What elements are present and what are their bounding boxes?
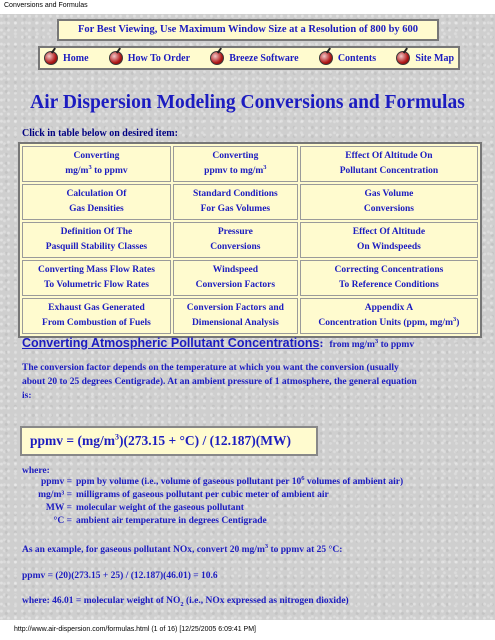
- mouse-icon: [44, 51, 58, 65]
- mouse-icon: [109, 51, 123, 65]
- mouse-icon: [210, 51, 224, 65]
- nav-label: Contents: [337, 52, 377, 64]
- example-intro: As an example, for gaseous pollutant NOx, convert 20 $mg/m^3$ to ppmv at 25 °C:: [22, 542, 343, 555]
- menu-line: Conversions: [363, 204, 414, 214]
- topics-menu-table: [18, 142, 482, 338]
- menu-line: Dimensional Analysis: [191, 318, 279, 328]
- nav-home-link[interactable]: [44, 51, 89, 65]
- section-subtitle: from $mg/m^3$ to ppmv: [329, 337, 415, 350]
- table-instruction: Click in table below on desired item:: [22, 128, 178, 139]
- menu-link-pasquill-classes[interactable]: [22, 222, 171, 258]
- menu-line: Converting: [73, 151, 120, 161]
- section-title-link[interactable]: Converting Atmospheric Pollutant Concentrations: [22, 336, 320, 350]
- menu-link-exhaust-gas[interactable]: [22, 298, 171, 334]
- menu-link-mass-flow-rates[interactable]: [22, 260, 171, 296]
- menu-line: To Volumetric Flow Rates: [43, 280, 149, 290]
- menu-link-pressure-conversions[interactable]: [173, 222, 298, 258]
- menu-line: Correcting Concentrations: [334, 265, 444, 275]
- intro-line: is:: [22, 391, 32, 401]
- viewing-tip-banner: For Best Viewing, Use Maximum Window Size at a Resolution of 800 by 600: [57, 19, 439, 41]
- menu-link-gas-volume-conversions[interactable]: [300, 184, 478, 220]
- menu-line: Standard Conditions: [192, 189, 278, 199]
- menu-link-standard-conditions[interactable]: [173, 184, 298, 220]
- menu-link-windspeed-factors[interactable]: [173, 260, 298, 296]
- nav-contents-link[interactable]: [319, 51, 376, 65]
- menu-line: Gas Volume: [364, 189, 414, 199]
- definition-row: [22, 515, 403, 528]
- page-title: Air Dispersion Modeling Conversions and Formulas: [30, 92, 465, 113]
- mouse-icon: [396, 51, 410, 65]
- nav-label: How To Order: [127, 52, 191, 64]
- definitions-table: [22, 476, 403, 528]
- definition-text: molecular weight of the gaseous pollutant: [76, 503, 244, 513]
- nav-how-to-order-link[interactable]: [109, 51, 190, 65]
- nav-breeze-software-link[interactable]: [210, 51, 298, 65]
- definition-term: MW =: [45, 503, 72, 513]
- intro-line: about 20 to 25 degrees Centigrade). At an ambient pressure of 1 atmosphere, the general equation: [22, 377, 417, 387]
- nav-bar: [38, 46, 460, 70]
- menu-line: Definition Of The: [60, 227, 133, 237]
- menu-line: To Reference Conditions: [339, 280, 439, 290]
- intro-paragraph: [22, 361, 480, 403]
- menu-line: Converting Mass Flow Rates: [38, 265, 155, 275]
- mouse-icon: [319, 51, 333, 65]
- section-colon: :: [319, 336, 324, 350]
- nav-label: Site Map: [415, 52, 454, 64]
- nav-label: Home: [63, 52, 89, 64]
- intro-line: The conversion factor depends on the temperature at which you want the conversion (usually: [22, 363, 399, 373]
- example-calculation: ppmv = (20)(273.15 + 25) / (12.187)(46.01) = 10.6: [22, 571, 218, 581]
- menu-line: Conversion Factors: [195, 280, 276, 290]
- menu-line: Exhaust Gas Generated: [48, 303, 145, 313]
- definition-text: ambient air temperature in degrees Centigrade: [76, 516, 267, 526]
- definition-text: milligrams of gaseous pollutant per cubic meter of ambient air: [76, 490, 329, 500]
- menu-link-altitude-concentration[interactable]: [300, 146, 478, 182]
- definition-row: [22, 502, 403, 515]
- menu-line: Pressure: [217, 227, 253, 237]
- page-body: [0, 14, 495, 620]
- menu-line: Appendix A: [364, 303, 414, 313]
- menu-line: On Windspeeds: [357, 242, 421, 252]
- definition-term: mg/m³ =: [38, 490, 72, 500]
- menu-link-reference-conditions[interactable]: [300, 260, 478, 296]
- menu-link-ppmv-to-mg[interactable]: [173, 146, 298, 182]
- menu-link-mg-to-ppmv[interactable]: [22, 146, 171, 182]
- definition-row: [22, 489, 403, 502]
- nav-label: Breeze Software: [229, 52, 299, 64]
- definition-row: [22, 476, 403, 489]
- definition-term: ppmv =: [40, 477, 72, 487]
- section-heading: [22, 336, 415, 354]
- menu-line: Calculation Of: [66, 189, 127, 199]
- menu-line: Gas Densities: [69, 204, 124, 214]
- menu-line: Concentration Units (ppm, $mg/m^3$): [318, 315, 460, 328]
- where-label: where:: [22, 466, 50, 476]
- molecular-weight-note: where: 46.01 = molecular weight of $NO_2$ (i.e., NOx expressed as nitrogen dioxide): [22, 596, 349, 608]
- definition-text: ppm by volume (i.e., volume of gaseous pollutant per $10^6$ volumes of ambient air): [76, 474, 404, 487]
- menu-link-gas-densities[interactable]: [22, 184, 171, 220]
- menu-line: Conversions: [210, 242, 261, 252]
- menu-line: From Combustion of Fuels: [42, 318, 151, 328]
- menu-link-appendix-a[interactable]: [300, 298, 478, 334]
- menu-line: Pollutant Concentration: [339, 166, 439, 176]
- menu-link-dimensional-analysis[interactable]: [173, 298, 298, 334]
- equation-box: [20, 426, 318, 456]
- browser-footer-url: http://www.air-dispersion.com/formulas.html (1 of 16) [12/25/2005 6:09:41 PM]: [0, 620, 495, 640]
- menu-line: Converting: [212, 151, 259, 161]
- definition-term: °C =: [53, 516, 72, 526]
- menu-line: Effect Of Altitude: [352, 227, 426, 237]
- menu-line: $mg/m^3$ to ppmv: [65, 163, 128, 176]
- menu-line: Effect Of Altitude On: [345, 151, 433, 161]
- browser-doc-title: Conversions and Formulas: [0, 0, 495, 14]
- equation: ppmv = $(mg/m^3)(273.15 + ^\circ C) / (12.187)(MW)$: [30, 432, 292, 448]
- menu-line: Windspeed: [212, 265, 258, 275]
- menu-line: For Gas Volumes: [200, 204, 271, 214]
- menu-line: ppmv to $mg/m^3$: [204, 163, 267, 176]
- nav-site-map-link[interactable]: [396, 51, 454, 65]
- menu-line: Pasquill Stability Classes: [45, 242, 148, 252]
- menu-link-altitude-windspeeds[interactable]: [300, 222, 478, 258]
- menu-line: Conversion Factors and: [186, 303, 284, 313]
